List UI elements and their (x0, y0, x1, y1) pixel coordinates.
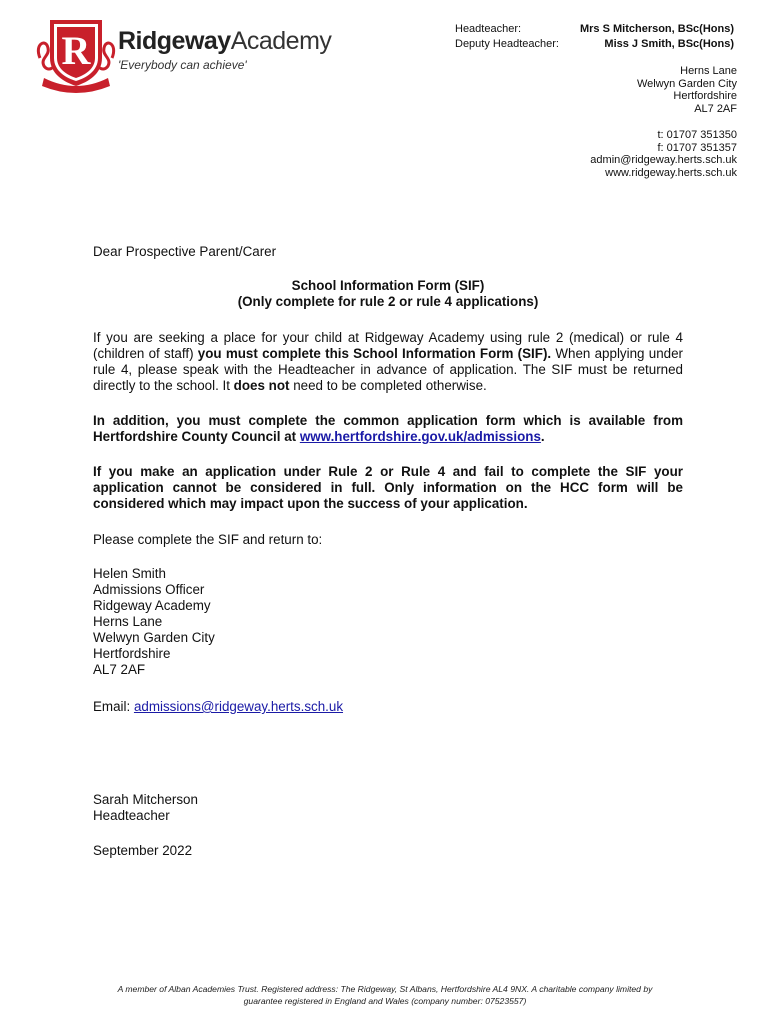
admissions-email-link[interactable]: admissions@ridgeway.herts.sch.uk (133, 699, 344, 714)
does-not-emphasis: does not (233, 378, 290, 393)
intro-text: If you are seeking a place for your child at Ridgeway Academy using rule 2 (medical) or rule 4 (children of staff) (93, 330, 683, 361)
return-address-line: Ridgeway Academy (93, 598, 211, 613)
telephone: t: 01707 351350 (657, 129, 737, 141)
salutation: Dear Prospective Parent/Carer (93, 244, 277, 259)
footer-line2: guarantee registered in England and Wales (company number: 07523557) (243, 996, 527, 1006)
form-title (93, 278, 683, 310)
school-address (637, 65, 737, 115)
deputy-name: Miss J Smith, BSc(Hons) (604, 38, 734, 50)
email-line (93, 699, 683, 715)
signatory-title: Headteacher (93, 808, 170, 823)
intro-paragraph (93, 330, 683, 394)
intro-text-end: need to be completed otherwise. (289, 378, 487, 393)
common-form-paragraph (93, 413, 683, 445)
address-line: Hertfordshire (673, 90, 737, 102)
address-line: Herns Lane (680, 65, 737, 77)
letter-date: September 2022 (93, 843, 193, 858)
address-line: AL7 2AF (694, 102, 737, 115)
common-form-text: In addition, you must complete the common application form which is available from Hertfordshire County Council at (93, 413, 683, 444)
contact-email: admin@ridgeway.herts.sch.uk (590, 154, 737, 166)
intro-emphasis: you must complete this School Information Form (SIF). (197, 346, 552, 361)
return-address (93, 566, 683, 678)
school-name-regular: Academy (230, 27, 332, 55)
deputy-role: Deputy Headteacher: (455, 38, 559, 50)
headteacher-name: Mrs S Mitcherson, BSc(Hons) (579, 23, 734, 35)
headteacher-role: Headteacher: (455, 23, 522, 35)
school-tagline: 'Everybody can achieve' (118, 58, 247, 72)
return-address-line: Hertfordshire (93, 646, 171, 661)
return-address-line: Helen Smith (93, 566, 166, 581)
email-label: Email: (93, 699, 134, 714)
return-address-line: Herns Lane (93, 614, 163, 629)
hcc-admissions-link[interactable]: www.hertfordshire.gov.uk/admissions (299, 429, 541, 444)
common-form-end: . (540, 429, 545, 444)
fax: f: 01707 351357 (657, 141, 737, 154)
signatory-name: Sarah Mitcherson (93, 792, 198, 807)
website: www.ridgeway.herts.sch.uk (605, 166, 737, 179)
address-line: Welwyn Garden City (636, 77, 737, 90)
footer (90, 983, 680, 1007)
intro-text-cont: When applying under rule 4, please speak with the Headteacher in advance of application. The SIF must be returned directly to the school. It (93, 346, 683, 393)
school-name (118, 26, 331, 56)
svg-text:R: R (61, 28, 91, 73)
return-address-line: Admissions Officer (93, 582, 205, 597)
signature-block (93, 792, 683, 824)
footer-line1: A member of Alban Academies Trust. Registered address: The Ridgeway, St Albans, Hertfordshire AL4 9NX. A charitable company limited by (117, 984, 653, 994)
warning-paragraph: If you make an application under Rule 2 or Rule 4 and fail to complete the SIF your application cannot be considered in full. Only information on the HCC form will be considered which may impact upon the success of your application. (93, 464, 683, 511)
form-title-line1: School Information Form (SIF) (291, 278, 485, 293)
form-title-line2: (Only complete for rule 2 or rule 4 applications) (237, 294, 539, 309)
return-address-line: AL7 2AF (93, 662, 146, 677)
return-address-line: Welwyn Garden City (93, 630, 215, 645)
school-contact (590, 129, 737, 179)
school-name-bold: Ridgeway (118, 27, 231, 55)
return-intro: Please complete the SIF and return to: (93, 532, 323, 547)
